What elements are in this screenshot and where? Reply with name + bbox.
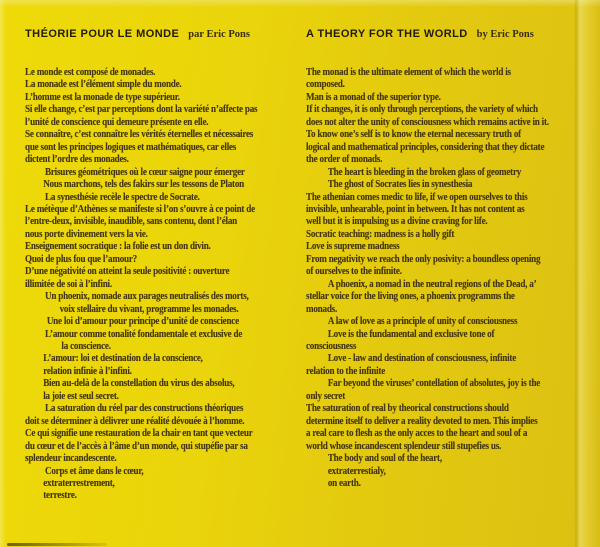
text-line: illimitée de soi à l’infini. — [25, 278, 112, 290]
text-line: L’amour comme tonalité fondamentale et exclusive de — [45, 328, 243, 340]
text-line: Love is supreme madness — [306, 241, 400, 253]
text-line: The body and soul of the heart, — [327, 453, 442, 465]
text-line: The monad is the ultimate element of which the world is — [306, 67, 511, 78]
text-line: L’homme est la monade de type supérieur. — [25, 91, 180, 103]
text-line: only secret — [306, 390, 346, 402]
text-line: The saturation of real by theorical constructions should — [306, 403, 509, 415]
text-line: que sont les principes logiques et mathématiques, car elles — [25, 141, 237, 153]
english-byline: by Eric Pons — [476, 29, 534, 40]
text-line: Quoi de plus fou que l’amour? — [25, 253, 137, 265]
text-line: Si elle change, c’est par perceptions dont la variété n’affecte pas — [25, 104, 258, 116]
text-line: If it changes, it is only through perceptions, the variety of which — [306, 104, 538, 116]
text-line: nous porte divinement vers la vie. — [25, 228, 148, 240]
text-line: Le monde est composé de monades. — [25, 67, 156, 78]
text-line: Corps et âme dans le cœur, — [45, 465, 144, 477]
french-title: THÉORIE POUR LE MONDE — [25, 28, 180, 40]
french-byline: par Eric Pons — [188, 29, 250, 40]
text-line: Ce qui signifie une restauration de la chair en tant que vecteur — [25, 428, 253, 440]
text-line: La saturation du réel par des constructions théoriques — [45, 403, 244, 415]
english-text-block — [306, 67, 594, 490]
text-line: consciousness — [306, 340, 357, 352]
text-line: l’entre-deux, invisible, inaudible, sans contenu, dont l’élan — [25, 216, 237, 228]
text-line: Le métèque d’Athènes se manifeste si l’on s’ouvre à ce point de — [25, 203, 255, 215]
text-line: L’amour: loi et destination de la conscience, — [43, 353, 203, 365]
french-title-row — [25, 24, 300, 42]
text-line: Nous marchons, tels des fakirs sur les tessons de Platon — [43, 179, 244, 191]
text-line: Se connaître, c’est connaître les vérités éternelles et nécessaires — [25, 129, 254, 141]
text-line: extraterrestrement, — [43, 477, 115, 489]
text-line: The athenian comes medic to life, if we open ourselves to this — [306, 191, 528, 203]
text-line: voix stellaire du vivant, programme les monades. — [59, 303, 239, 315]
text-line: the order of monads. — [306, 154, 383, 166]
text-line: A phoenix, a nomad in the neutral regions of the Dead, a’ — [327, 278, 537, 290]
text-line: The heart is bleeding in the broken glass of geometry — [327, 166, 522, 178]
text-line: La synesthésie recèle le spectre de Socrate. — [45, 191, 200, 203]
scan-shadow — [7, 543, 107, 546]
text-line: splendeur incandescente. — [25, 453, 117, 465]
text-line: La monade est l’élément simple du monde. — [25, 79, 182, 91]
text-line: A law of love as a principle of unity of consciousness — [327, 316, 518, 328]
text-line: a real care to flesh as the only acces to the heart and soul of a — [306, 428, 528, 440]
text-line: la joie est seul secret. — [43, 390, 119, 402]
text-line: Love is the fundamental and exclusive tone of — [327, 328, 495, 340]
text-line: world whose incandescent splendeur still stupefies us. — [306, 440, 502, 452]
text-line: invisible, unhearable, point in between. It has not content as — [306, 203, 525, 215]
text-line: Bien au-delà de la constellation du virus des absolus, — [43, 378, 235, 390]
text-line: relation infinie à l’infini. — [43, 365, 132, 377]
text-line: terrestre. — [43, 490, 77, 502]
text-line: Far beyond the viruses’ contellation of absolutes, joy is the — [327, 378, 541, 390]
page-edge-highlight — [574, 0, 600, 547]
text-line: monads. — [306, 303, 338, 315]
text-line: well but it is impulsing us a divine craving for life. — [306, 216, 488, 228]
text-line: Un phoenix, nomade aux parages neutralisés des morts, — [45, 291, 249, 303]
text-line: du cœur et de l’accès à l’âme d’un monde, qui stupéfie par sa — [25, 440, 248, 452]
text-line: doit se déterminer à délivrer une réalité dévouée à l’homme. — [25, 415, 245, 427]
text-line: composed. — [306, 79, 345, 91]
text-line: on earth. — [327, 477, 361, 489]
text-line: From negativity we reach the only posivity: a boundless opening — [306, 253, 541, 265]
text-line: l’unité de conscience qui demeure présente en elle. — [25, 116, 209, 128]
column-english — [306, 24, 594, 489]
column-french — [25, 24, 300, 502]
text-line: does not alter the unity of consciousness which remains active in it. — [306, 116, 549, 128]
english-title: A THEORY FOR THE WORLD — [306, 28, 468, 40]
text-line: Man is a monad of the superior type. — [306, 91, 441, 103]
text-line: relation to the infinite — [306, 365, 386, 377]
text-line: To know one’s self is to know the eternal necessary truth of — [306, 129, 521, 141]
text-line: of ourselves to the infinite. — [306, 266, 402, 278]
text-line: Love - law and destination of consciousness, infinite — [327, 353, 517, 365]
french-text-block — [25, 67, 300, 503]
text-line: Socratic teaching: madness is a holly gift — [306, 228, 455, 240]
text-line: Une loi d’amour pour principe d’unité de conscience — [46, 316, 239, 328]
text-line: extraterrestialy, — [327, 465, 386, 477]
text-line: The ghost of Socrates lies in synesthesia — [327, 179, 473, 191]
text-line: la conscience. — [61, 340, 111, 352]
text-line: Brisures géométriques où le cœur saigne pour émerger — [45, 166, 245, 178]
text-line: Enseignement socratique : la folie est un don divin. — [25, 241, 211, 253]
text-line: determine itself to deliver a reality devoted to men. This implies — [306, 415, 538, 427]
text-line: dictent l’ordre des monades. — [25, 154, 129, 166]
english-title-row — [306, 24, 594, 42]
text-line: stellar voice for the living ones, a phoenix programms the — [306, 291, 515, 303]
text-line: D’une négativité on atteint la seule positivité : ouverture — [25, 266, 230, 278]
text-line: logical and mathematical principles, considering that they dictate — [306, 141, 545, 153]
